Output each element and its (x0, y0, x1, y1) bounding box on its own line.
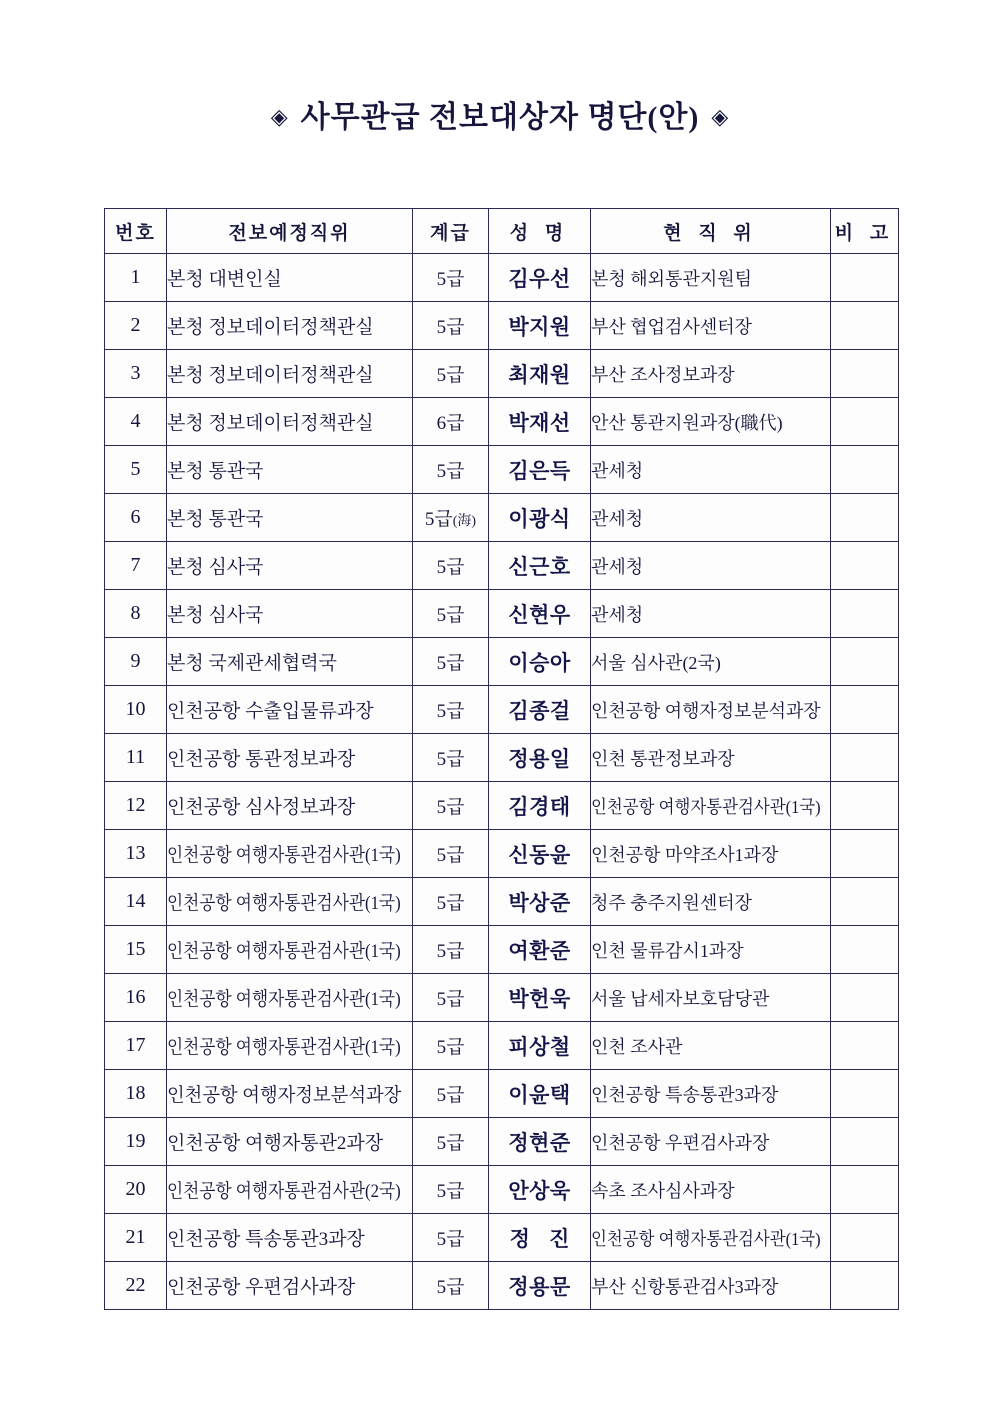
cell-note (831, 542, 899, 590)
cell-note (831, 686, 899, 734)
cell-current-position: 인천공항 여행자정보분석과장 (591, 686, 831, 734)
cell-planned-position: 인천공항 심사정보과장 (167, 782, 413, 830)
diamond-ornament-right: ◈ (711, 104, 730, 129)
cell-name: 박상준 (489, 878, 591, 926)
cell-planned-position: 본청 대변인실 (167, 254, 413, 302)
cell-no: 17 (105, 1022, 167, 1070)
cell-no: 6 (105, 494, 167, 542)
cell-note (831, 494, 899, 542)
cell-planned-position: 인천공항 우편검사과장 (167, 1262, 413, 1310)
table-row (105, 542, 899, 590)
cell-planned-position: 본청 통관국 (167, 494, 413, 542)
cell-grade: 5급 (413, 1022, 489, 1070)
table-row (105, 830, 899, 878)
column-header-planned: 전보예정직위 (167, 209, 413, 254)
cell-name: 안상욱 (489, 1166, 591, 1214)
cell-planned-position: 본청 정보데이터정책관실 (167, 302, 413, 350)
cell-note (831, 734, 899, 782)
cell-no: 19 (105, 1118, 167, 1166)
cell-grade: 5급 (413, 1214, 489, 1262)
cell-planned-position: 본청 통관국 (167, 446, 413, 494)
column-header-name: 성 명 (489, 209, 591, 254)
cell-no: 1 (105, 254, 167, 302)
cell-planned-position: 본청 정보데이터정책관실 (167, 398, 413, 446)
cell-current-position: 부산 협업검사센터장 (591, 302, 831, 350)
table-row (105, 446, 899, 494)
cell-note (831, 350, 899, 398)
cell-grade: 5급 (413, 1070, 489, 1118)
cell-planned-position: 인천공항 여행자통관검사관(1국) (167, 926, 413, 974)
cell-note (831, 782, 899, 830)
cell-grade: 5급 (413, 446, 489, 494)
cell-no: 20 (105, 1166, 167, 1214)
cell-note (831, 1214, 899, 1262)
cell-note (831, 974, 899, 1022)
cell-planned-position: 인천공항 여행자통관검사관(2국) (167, 1166, 413, 1214)
cell-grade: 5급 (413, 734, 489, 782)
cell-no: 4 (105, 398, 167, 446)
cell-no: 8 (105, 590, 167, 638)
cell-grade: 5급 (413, 638, 489, 686)
page-title-text: 사무관급 전보대상자 명단(안) (300, 101, 700, 134)
table-row (105, 734, 899, 782)
cell-name: 정현준 (489, 1118, 591, 1166)
cell-name: 신동윤 (489, 830, 591, 878)
cell-current-position: 인천 물류감시1과장 (591, 926, 831, 974)
cell-planned-position: 인천공항 수출입물류과장 (167, 686, 413, 734)
cell-no: 3 (105, 350, 167, 398)
cell-no: 15 (105, 926, 167, 974)
cell-planned-position: 인천공항 통관정보과장 (167, 734, 413, 782)
table-row (105, 638, 899, 686)
cell-note (831, 878, 899, 926)
cell-name: 박헌욱 (489, 974, 591, 1022)
cell-no: 11 (105, 734, 167, 782)
cell-no: 22 (105, 1262, 167, 1310)
cell-grade: 5급 (413, 1166, 489, 1214)
cell-planned-position: 인천공항 특송통관3과장 (167, 1214, 413, 1262)
cell-grade: 5급 (413, 1118, 489, 1166)
cell-name: 김경태 (489, 782, 591, 830)
column-header-current: 현 직 위 (591, 209, 831, 254)
cell-planned-position: 본청 심사국 (167, 590, 413, 638)
cell-current-position: 인천공항 여행자통관검사관(1국) (591, 1214, 831, 1262)
cell-note (831, 1022, 899, 1070)
table-row (105, 1214, 899, 1262)
cell-current-position: 서울 심사관(2국) (591, 638, 831, 686)
cell-note (831, 1118, 899, 1166)
cell-current-position: 서울 납세자보호담당관 (591, 974, 831, 1022)
cell-grade: 5급 (413, 590, 489, 638)
cell-planned-position: 본청 국제관세협력국 (167, 638, 413, 686)
cell-current-position: 관세청 (591, 590, 831, 638)
cell-grade: 5급 (413, 1262, 489, 1310)
cell-current-position: 관세청 (591, 542, 831, 590)
table-row (105, 1262, 899, 1310)
cell-name: 최재원 (489, 350, 591, 398)
cell-name: 박지원 (489, 302, 591, 350)
cell-current-position: 본청 해외통관지원팀 (591, 254, 831, 302)
cell-current-position: 속초 조사심사과장 (591, 1166, 831, 1214)
cell-current-position: 인천공항 특송통관3과장 (591, 1070, 831, 1118)
cell-grade: 5급 (413, 926, 489, 974)
cell-current-position: 인천 조사관 (591, 1022, 831, 1070)
cell-current-position: 청주 충주지원센터장 (591, 878, 831, 926)
cell-grade: 5급 (413, 830, 489, 878)
cell-current-position: 안산 통관지원과장(職代) (591, 398, 831, 446)
roster-table (104, 208, 899, 1310)
table-row (105, 494, 899, 542)
cell-current-position: 관세청 (591, 446, 831, 494)
cell-grade: 5급 (413, 350, 489, 398)
cell-note (831, 1166, 899, 1214)
cell-name: 이승아 (489, 638, 591, 686)
cell-name: 신근호 (489, 542, 591, 590)
page-title (0, 92, 1000, 136)
table-row (105, 398, 899, 446)
cell-note (831, 830, 899, 878)
cell-planned-position: 본청 심사국 (167, 542, 413, 590)
cell-name: 이윤택 (489, 1070, 591, 1118)
cell-current-position: 인천공항 우편검사과장 (591, 1118, 831, 1166)
cell-note (831, 398, 899, 446)
cell-note (831, 1262, 899, 1310)
cell-current-position: 부산 조사정보과장 (591, 350, 831, 398)
cell-name: 정 진 (489, 1214, 591, 1262)
table-row (105, 878, 899, 926)
cell-note (831, 926, 899, 974)
cell-current-position: 인천공항 마약조사1과장 (591, 830, 831, 878)
column-header-grade: 계급 (413, 209, 489, 254)
cell-name: 이광식 (489, 494, 591, 542)
cell-name: 박재선 (489, 398, 591, 446)
cell-grade: 5급 (413, 878, 489, 926)
cell-no: 12 (105, 782, 167, 830)
cell-note (831, 302, 899, 350)
cell-planned-position: 인천공항 여행자정보분석과장 (167, 1070, 413, 1118)
cell-grade: 5급 (413, 542, 489, 590)
roster-table-wrap (104, 208, 898, 1310)
cell-no: 21 (105, 1214, 167, 1262)
cell-no: 16 (105, 974, 167, 1022)
table-row (105, 1166, 899, 1214)
cell-note (831, 590, 899, 638)
cell-note (831, 1070, 899, 1118)
table-row (105, 1118, 899, 1166)
table-row (105, 302, 899, 350)
cell-no: 14 (105, 878, 167, 926)
cell-grade: 6급 (413, 398, 489, 446)
cell-name: 김종걸 (489, 686, 591, 734)
table-header-row (105, 209, 899, 254)
table-row (105, 350, 899, 398)
cell-no: 10 (105, 686, 167, 734)
cell-current-position: 부산 신항통관검사3과장 (591, 1262, 831, 1310)
table-row (105, 974, 899, 1022)
cell-no: 9 (105, 638, 167, 686)
cell-grade: 5급 (413, 686, 489, 734)
cell-note (831, 638, 899, 686)
cell-grade: 5급 (413, 254, 489, 302)
cell-current-position: 인천공항 여행자통관검사관(1국) (591, 782, 831, 830)
table-row (105, 926, 899, 974)
cell-no: 5 (105, 446, 167, 494)
cell-name: 정용문 (489, 1262, 591, 1310)
column-header-note: 비 고 (831, 209, 899, 254)
table-body (105, 254, 899, 1310)
cell-current-position: 관세청 (591, 494, 831, 542)
table-row (105, 254, 899, 302)
cell-planned-position: 인천공항 여행자통관검사관(1국) (167, 974, 413, 1022)
cell-name: 신현우 (489, 590, 591, 638)
cell-grade: 5급 (413, 974, 489, 1022)
table-row (105, 1022, 899, 1070)
table-row (105, 1070, 899, 1118)
cell-planned-position: 인천공항 여행자통관2과장 (167, 1118, 413, 1166)
table-header (105, 209, 899, 254)
diamond-ornament-left: ◈ (270, 104, 289, 129)
cell-no: 2 (105, 302, 167, 350)
cell-no: 7 (105, 542, 167, 590)
cell-no: 13 (105, 830, 167, 878)
cell-grade: 5급 (413, 302, 489, 350)
cell-note (831, 254, 899, 302)
cell-name: 김우선 (489, 254, 591, 302)
cell-planned-position: 인천공항 여행자통관검사관(1국) (167, 1022, 413, 1070)
cell-name: 피상철 (489, 1022, 591, 1070)
cell-current-position: 인천 통관정보과장 (591, 734, 831, 782)
cell-grade: 5급(海) (413, 494, 489, 542)
cell-planned-position: 인천공항 여행자통관검사관(1국) (167, 830, 413, 878)
column-header-no: 번호 (105, 209, 167, 254)
cell-note (831, 446, 899, 494)
cell-planned-position: 본청 정보데이터정책관실 (167, 350, 413, 398)
table-row (105, 782, 899, 830)
table-row (105, 686, 899, 734)
cell-name: 김은득 (489, 446, 591, 494)
table-row (105, 590, 899, 638)
cell-name: 정용일 (489, 734, 591, 782)
cell-grade: 5급 (413, 782, 489, 830)
cell-no: 18 (105, 1070, 167, 1118)
cell-name: 여환준 (489, 926, 591, 974)
cell-planned-position: 인천공항 여행자통관검사관(1국) (167, 878, 413, 926)
